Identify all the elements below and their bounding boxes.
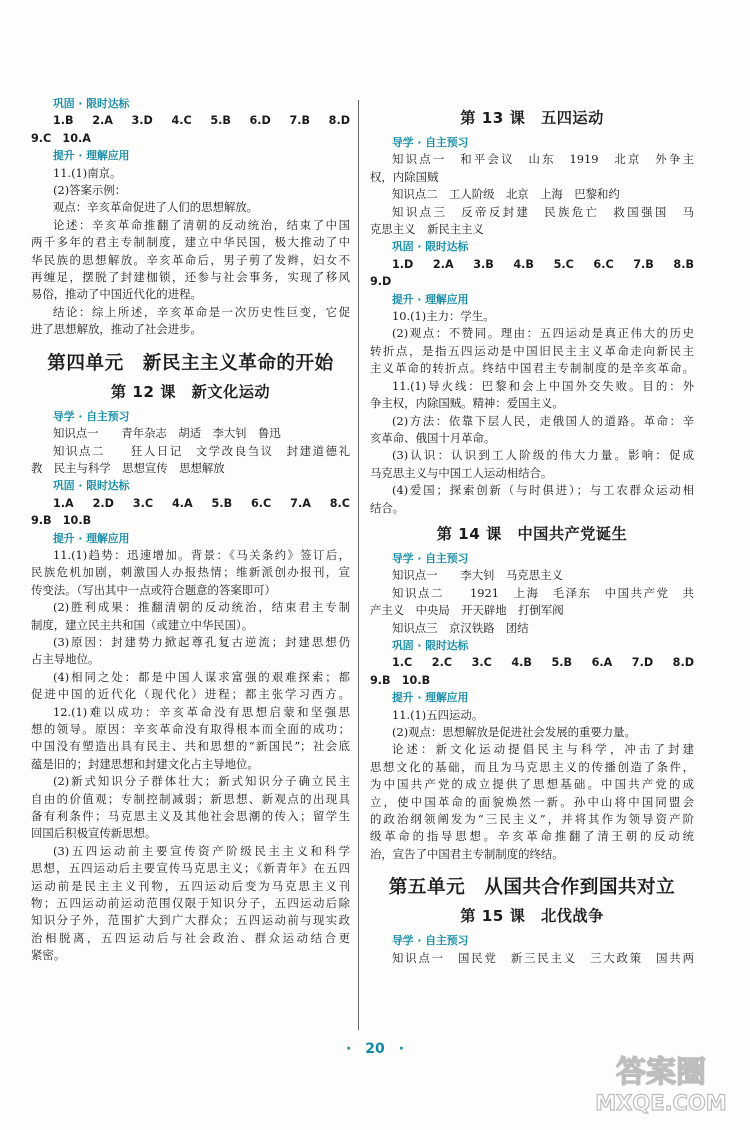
text-line: 转折点，是指五四运动是中国旧民主主义革命走向新民主 xyxy=(370,343,694,358)
section-header: 巩固 · 限时达标 xyxy=(392,240,469,254)
text-line: 争主权，内除国贼。精神：爱国主义。 xyxy=(370,396,564,411)
knowledge-point: 知识点二 1921 上海 毛泽东 中国共产党 共 xyxy=(392,585,694,600)
section-header: 巩固 · 限时达标 xyxy=(392,638,469,652)
text-line: 自由的价值观；专制控制减弱；新思想、新观点的出现具 xyxy=(31,791,350,806)
text-line: (2)方法：依靠下层人民，走俄国人的道路。革命：辛 xyxy=(392,413,694,428)
answer-line: 9.B 10.B xyxy=(370,673,431,687)
text-line: 10.(1)主力：学生。 xyxy=(392,309,495,324)
text-line: 11.(1)南京。 xyxy=(53,165,122,180)
text-line: 华民族的思想解放。辛亥革命后，男子剪了发辫，妇女不 xyxy=(31,252,350,267)
answer-line: 1.B 2.A 3.D 4.C 5.B 6.D 7.B 8.D xyxy=(53,114,350,128)
answer-line: 1.C 2.C 3.C 4.B 5.B 6.A 7.D 8.D xyxy=(392,656,694,670)
knowledge-point: 教 民主与科学 思想宣传 思想解放 xyxy=(31,460,225,475)
knowledge-point: 权，内除国贼 xyxy=(370,169,439,184)
text-line: (2)观点：思想解放是促进社会发展的重要力量。 xyxy=(392,725,636,739)
section-header: 提升 · 理解应用 xyxy=(53,531,130,545)
page-number: · 20 · xyxy=(345,1041,405,1057)
text-line: 易俗，推动了中国近代化的进程。 xyxy=(31,287,202,302)
text-line: (2)新式知识分子群体壮大；新式知识分子确立民主 xyxy=(53,774,350,789)
text-line: 12.(1)难以成功：辛亥革命没有思想启蒙和坚强思 xyxy=(53,704,350,719)
watermark-logo xyxy=(590,1046,732,1116)
text-line: 备有利条件；马克思主义及其他社会思潮的传入；留学生 xyxy=(31,809,350,824)
knowledge-point: 知识点二 狂人日记 文学改良刍议 封建道德礼 xyxy=(53,443,350,458)
text-line: (4)爱国；探索创新（与时俱进）；与工农群众运动相 xyxy=(392,483,694,498)
text-line: 的政治纲领阐发为“三民主义”，并将其作为领导资产阶 xyxy=(370,812,694,827)
text-line: 两千多年的君主专制制度，建立中华民国，极大推动了中 xyxy=(31,235,350,250)
text-line: 紧密。 xyxy=(31,948,66,963)
knowledge-point: 知识点一 和平会议 山东 1919 北京 外争主 xyxy=(392,152,694,167)
column-divider xyxy=(358,100,359,1030)
text-line: 亥革命、俄国十月革命。 xyxy=(370,430,496,445)
section-header: 巩固 · 限时达标 xyxy=(53,479,130,493)
section-header: 导学 · 自主预习 xyxy=(53,409,130,423)
section-header: 巩固 · 限时达标 xyxy=(53,97,130,110)
text-line: 级革命的指导思想。辛亥革命推翻了清王朝的反动统 xyxy=(370,829,694,844)
text-line: 论述：新文化运动提倡民主与科学，冲击了封建 xyxy=(392,742,694,757)
lesson-title: 第 14 课 中国共产党诞生 xyxy=(436,524,628,543)
text-line: 蕴是旧的；封建思想和封建文化占主导地位。 xyxy=(31,756,259,771)
text-line: (2)观点：不赞同。理由：五四运动是真正伟大的历史 xyxy=(392,326,694,341)
text-line: 11.(1)导火线：巴黎和会上中国外交失败。目的：外 xyxy=(392,378,694,393)
knowledge-point: 知识点三 反帝反封建 民族危亡 救国强国 马 xyxy=(392,204,694,219)
section-header: 提升 · 理解应用 xyxy=(392,691,469,705)
right-column xyxy=(370,95,694,967)
text-line: 知识分子外，范围扩大到广大群众；五四运动前与现实政 xyxy=(31,913,350,928)
answer-line: 9.C 10.A xyxy=(31,131,91,145)
text-line: 回国后积极宣传新思想。 xyxy=(31,826,157,841)
text-line: 论述：辛亥革命推翻了清朝的反动统治，结束了中国 xyxy=(53,217,350,232)
unit-title: 第五单元 从国共合作到国共对立 xyxy=(388,877,676,899)
text-line: 民族危机加剧，刺激国人办报热情；维新派创办报刊，宣 xyxy=(31,565,350,580)
section-header: 导学 · 自主预习 xyxy=(392,551,469,565)
lesson-title: 第 12 课 新文化运动 xyxy=(110,382,271,401)
answer-line: 9.B 10.B xyxy=(31,514,92,528)
knowledge-point: 产主义 中央局 开天辟地 打倒军阀 xyxy=(370,603,564,618)
text-line: (3)认识：认识到工人阶级的伟大力量。影响：促成 xyxy=(392,448,694,463)
text-line: (2)胜利成果：推翻清朝的反动统治，结束君主专制 xyxy=(53,600,350,615)
text-line: (3)原因：封建势力掀起尊孔复古逆流；封建思想仍 xyxy=(53,634,350,649)
section-header: 导学 · 自主预习 xyxy=(392,136,469,149)
answer-line: 9.D xyxy=(370,275,392,289)
watermark-text: 答案圈 xyxy=(616,1055,706,1090)
answer-line: 1.A 2.D 3.C 4.A 5.B 6.C 7.A 8.C xyxy=(53,496,350,510)
text-line: (3)五四运动前主要宣传资产阶级民主主义和科学 xyxy=(53,843,350,858)
text-line: 结合。 xyxy=(370,500,405,515)
text-line: 物；五四运动前运动范围仅限于知识分子，五四运动后除 xyxy=(31,896,350,911)
section-header: 提升 · 理解应用 xyxy=(392,292,469,306)
text-line: 思想文化的基础，而且为马克思主义的传播创造了条件， xyxy=(370,759,694,774)
watermark-url: MXQE.COM xyxy=(595,1091,727,1115)
knowledge-point: 知识点一 青年杂志 胡适 李大钊 鲁迅 xyxy=(53,426,281,441)
text-line: 思想，五四运动后主要宣传马克思主义；《新青年》在五四 xyxy=(31,861,350,876)
lesson-title: 第 13 课 五四运动 xyxy=(460,109,604,127)
text-line: 主义革命的转折点。终结中国君主专制制度的是辛亥革命。 xyxy=(370,361,694,376)
text-line: 马克思主义与中国工人运动相结合。 xyxy=(370,465,553,480)
text-line: 观点：辛亥革命促进了人们的思想解放。 xyxy=(53,200,259,215)
left-column xyxy=(31,95,350,965)
text-line: 制度，建立民主共和国（或建立中华民国）。 xyxy=(31,617,254,632)
knowledge-point: 知识点一 国民党 新三民主义 三大政策 国共两 xyxy=(392,950,694,965)
text-line: 再缠足，摆脱了封建枷锁，还参与社会事务，实现了移风 xyxy=(31,270,350,285)
text-line: 11.(1)趋势：迅速增加。背景：《马关条约》签订后， xyxy=(53,547,350,562)
text-line: 治，宣告了中国君主专制制度的终结。 xyxy=(370,846,564,861)
text-line: 占主导地位。 xyxy=(31,652,100,667)
text-line: 为中国共产党的成立提供了思想基础。中国共产党的成 xyxy=(370,777,694,792)
unit-title: 第四单元 新民主主义革命的开始 xyxy=(47,352,334,374)
knowledge-point: 知识点二 工人阶级 北京 上海 巴黎和约 xyxy=(392,187,620,202)
section-header: 提升 · 理解应用 xyxy=(53,149,130,163)
section-header: 导学 · 自主预习 xyxy=(392,934,469,948)
knowledge-point: 知识点一 李大钊 马克思主义 xyxy=(392,568,563,583)
text-line: 进了思想解放，推动了社会进步。 xyxy=(31,322,202,337)
text-line: (2)答案示例： xyxy=(53,183,127,198)
text-line: 治相脱离，五四运动后与社会政治、群众运动结合更 xyxy=(31,930,350,945)
text-line: 结论：综上所述，辛亥革命是一次历史性巨变，它促 xyxy=(53,304,350,319)
text-line: 促进中国的近代化（现代化）进程；都主张学习西方。 xyxy=(31,687,350,702)
text-line: 想的领导。原因：辛亥革命没有取得根本而全面的成功； xyxy=(31,722,350,736)
text-line: 传变法。（写出其中一点或符合题意的答案即可） xyxy=(31,582,276,597)
answer-line: 1.D 2.A 3.B 4.B 5.C 6.C 7.B 8.B xyxy=(392,257,694,271)
text-line: 11.(1)五四运动。 xyxy=(392,707,484,722)
text-line: 中国没有塑造出具有民主、共和思想的“新国民”；社会底 xyxy=(31,739,350,754)
lesson-title: 第 15 课 北伐战争 xyxy=(460,907,604,926)
knowledge-point: 知识点三 京汉铁路 团结 xyxy=(392,620,529,635)
text-line: (4)相同之处：都是中国人谋求富强的艰难探索；都 xyxy=(53,669,350,684)
text-line: 运动前是民主主义刊物，五四运动后变为马克思主义刊 xyxy=(31,878,350,893)
text-line: 立，使中国革命的面貌焕然一新。孙中山将中国同盟会 xyxy=(370,794,694,809)
knowledge-point: 克思主义 新民主主义 xyxy=(370,222,484,237)
